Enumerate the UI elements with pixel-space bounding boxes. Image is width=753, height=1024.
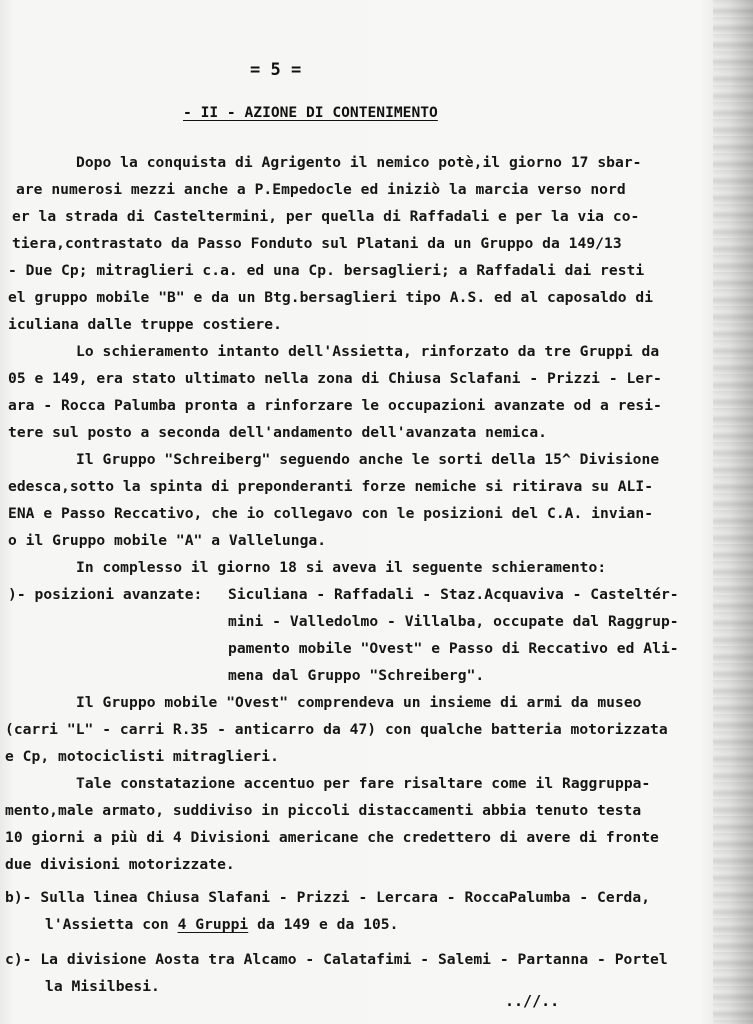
list-label-a: )- posizioni avanzate: <box>8 586 203 603</box>
text-line-26: 10 giorni a più di 4 Divisioni americane che credettero di avere di fronte <box>5 829 659 846</box>
scanned-paper-edge <box>713 0 753 1024</box>
text-line-23: e Cp, motociclisti mitraglieri. <box>5 748 279 765</box>
text-line-30: c)- La divisione Aosta tra Alcamo - Calatafimi - Salemi - Partanna - Portel <box>5 951 668 968</box>
text-line-27: due divisioni motorizzate. <box>5 856 235 873</box>
text-line-29-end: da 149 e da 105. <box>248 916 399 933</box>
page-continuation-mark: ..//.. <box>505 992 560 1010</box>
text-line-25: mento,male armato, suddiviso in piccoli distaccamenti abbia tenuto testa <box>5 802 642 819</box>
text-line-6: el gruppo mobile "B" e da un Btg.bersaglieri tipo A.S. ed al caposaldo di <box>8 289 654 306</box>
text-line-16: In complesso il giorno 18 si aveva il seguente schieramento: <box>76 559 607 576</box>
text-line-19: pamento mobile "Ovest" e Passo di Reccativo ed Ali- <box>228 640 679 657</box>
page-number: = 5 = <box>250 60 302 80</box>
text-line-13: edesca,sotto la spinta di preponderanti forze nemiche si ritirava su ALI- <box>8 478 654 495</box>
text-line-18: mini - Valledolmo - Villalba, occupate dal Raggrup- <box>228 613 679 630</box>
text-line-28: b)- Sulla linea Chiusa Slafani - Prizzi - Lercara - RoccaPalumba - Cerda, <box>5 889 651 906</box>
text-line-20: mena dal Gruppo "Schreiberg". <box>228 667 485 684</box>
text-line-3: er la strada di Casteltermini, per quella di Raffadali e per la via co- <box>12 208 640 225</box>
text-line-12: Il Gruppo "Schreiberg" seguendo anche le sorti della 15^ Divisione <box>76 451 660 468</box>
text-line-21: Il Gruppo mobile "Ovest" comprendeva un insieme di armi da museo <box>76 694 642 711</box>
underlined-groups: 4 Gruppi <box>177 916 249 933</box>
text-line-24: Tale constatazione accentuo per fare risaltare come il Raggruppa- <box>76 775 651 792</box>
text-line-4: tiera,contrastato da Passo Fonduto sul Platani da un Gruppo da 149/13 <box>12 235 622 252</box>
text-line-5: - Due Cp; mitraglieri c.a. ed una Cp. bersaglieri; a Raffadali dai resti <box>8 262 645 279</box>
text-line-31: la Misilbesi. <box>45 978 160 995</box>
text-line-11: tere sul posto a seconda dell'andamento dell'avanzata nemica. <box>8 424 548 441</box>
text-line-14: ENA e Passo Reccativo, che io collegavo con le posizioni del C.A. invian- <box>8 505 654 522</box>
text-line-1: Dopo la conquista di Agrigento il nemico potè,il giorno 17 sbar- <box>76 154 642 171</box>
text-line-15: o il Gruppo mobile "A" a Vallelunga. <box>8 532 327 549</box>
text-line-2: are numerosi mezzi anche a P.Empedocle ed iniziò la marcia verso nord <box>16 181 626 198</box>
text-line-22: (carri "L" - carri R.35 - anticarro da 47) con qualche batteria motorizzata <box>5 721 668 738</box>
text-line-29-start: l'Assietta con <box>45 916 169 933</box>
text-line-10: ara - Rocca Palumba pronta a rinforzare le occupazioni avanzate od a resi- <box>8 397 662 414</box>
text-line-29a <box>45 916 398 934</box>
section-title: - II - AZIONE DI CONTENIMENTO <box>183 104 438 121</box>
text-line-9: 05 e 149, era stato ultimato nella zona di Chiusa Sclafani - Prizzi - Ler- <box>8 370 662 387</box>
text-line-8: Lo schieramento intanto dell'Assietta, rinforzato da tre Gruppi da <box>76 343 660 360</box>
text-line-7: iculiana dalle truppe costiere. <box>8 316 282 333</box>
text-line-17: Siculiana - Raffadali - Staz.Acquaviva - Casteltér- <box>228 586 679 603</box>
